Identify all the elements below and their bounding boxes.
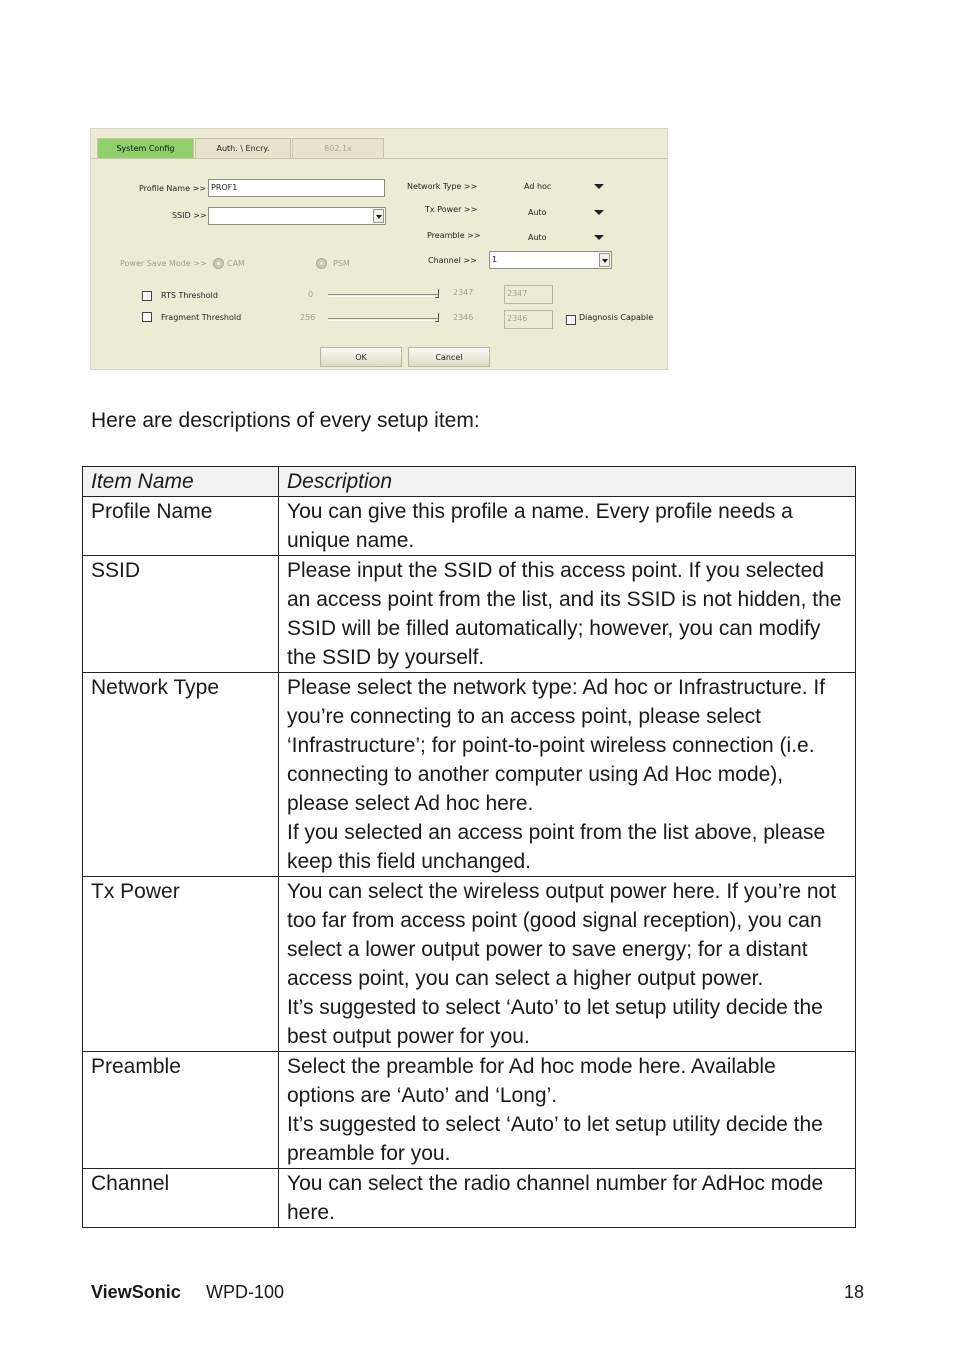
channel-label: Channel >> [428,256,477,265]
diagnosis-capable-checkbox[interactable] [566,315,576,325]
table-row [83,556,856,673]
item-name-cell: Tx Power [83,877,279,1052]
cancel-button[interactable]: Cancel [408,347,490,367]
preamble-label: Preamble >> [427,231,481,240]
rts-value-input[interactable]: 2347 [504,285,553,304]
column-header-item-name: Item Name [83,467,279,497]
description-paragraph: You can select the wireless output power here. If you’re not too far from access point (good signal reception), you can select a lower output power to save energy; for a distant access point, you can select a higher output power. [287,880,837,990]
fragment-threshold-label: Fragment Threshold [161,313,242,322]
rts-slider-handle[interactable] [435,289,439,298]
item-name-cell: Network Type [83,673,279,877]
power-save-label: Power Save Mode >> [120,259,207,268]
table-row [83,1052,856,1169]
chevron-down-icon[interactable] [373,209,384,223]
chevron-down-icon[interactable] [594,184,604,189]
power-save-cam-label: CAM [227,259,245,268]
network-type-value[interactable]: Ad hoc [524,182,552,191]
description-cell [279,877,856,1052]
preamble-value[interactable]: Auto [528,233,547,242]
tab-system-config[interactable]: System Config [97,138,194,158]
table-header-row [83,467,856,497]
description-table [82,466,856,1228]
table-row [83,497,856,556]
rts-slider-track[interactable] [328,294,438,297]
description-cell [279,1052,856,1169]
description-paragraph: You can select the radio channel number for AdHoc mode here. [287,1172,824,1224]
chevron-down-icon[interactable] [599,253,610,267]
profile-settings-dialog [90,128,668,370]
channel-select[interactable] [489,251,612,269]
description-cell [279,497,856,556]
column-header-description: Description [279,467,856,497]
frag-slider-handle[interactable] [435,313,439,322]
profile-name-input[interactable]: PROF1 [208,179,385,197]
network-type-label: Network Type >> [407,182,478,191]
item-name-cell: SSID [83,556,279,673]
radio-icon[interactable] [316,258,327,269]
rts-threshold-checkbox[interactable] [142,291,152,301]
profile-name-label: Profile Name >> [139,184,206,193]
fragment-threshold-checkbox[interactable] [142,312,152,322]
description-paragraph: It’s suggested to select ‘Auto’ to let setup utility decide the preamble for you. [287,1113,823,1165]
rts-min-label: 0 [308,290,314,299]
ok-button[interactable]: OK [320,347,402,367]
table-row [83,673,856,877]
diagnosis-capable-label: Diagnosis Capable [579,313,654,322]
frag-min-label: 256 [300,313,316,322]
description-paragraph: It’s suggested to select ‘Auto’ to let setup utility decide the best output power for you. [287,996,823,1048]
power-save-psm-label: PSM [333,259,350,268]
page-number: 18 [843,1282,864,1302]
tab-auth-encry[interactable]: Auth. \ Encry. [195,138,291,158]
table-row [83,1169,856,1228]
item-name-cell: Preamble [83,1052,279,1169]
description-cell [279,1169,856,1228]
description-paragraph: Select the preamble for Ad hoc mode here. Available options are ‘Auto’ and ‘Long’. [287,1055,776,1107]
ssid-select[interactable] [208,207,386,225]
description-cell [279,673,856,877]
frag-max-label: 2346 [453,313,474,322]
rts-threshold-label: RTS Threshold [161,291,218,300]
description-cell [279,556,856,673]
description-paragraph: Please input the SSID of this access point. If you selected an access point from the list, and its SSID is not hidden, the SSID will be filled automatically; however, you can modify the SSID by yourself. [287,559,842,669]
footer-brand: ViewSonic [91,1282,181,1302]
description-paragraph: If you selected an access point from the list above, please keep this field unchanged. [287,821,826,873]
footer-model: WPD-100 [206,1282,285,1302]
chevron-down-icon[interactable] [594,235,604,240]
description-paragraph: Please select the network type: Ad hoc or Infrastructure. If you’re connecting to an access point, please select ‘Infrastructure’; for point-to-point wireless connection (i.e. connecting to another computer using Ad Hoc mode), please select Ad hoc here. [287,676,826,815]
item-name-cell: Profile Name [83,497,279,556]
ssid-label: SSID >> [172,211,207,220]
tab-bar [91,129,667,159]
item-name-cell: Channel [83,1169,279,1228]
radio-icon[interactable] [213,258,224,269]
channel-value: 1 [492,255,498,264]
frag-slider-track[interactable] [328,318,438,321]
description-paragraph: You can give this profile a name. Every profile needs a unique name. [287,500,793,552]
tx-power-label: Tx Power >> [425,205,478,214]
table-row [83,877,856,1052]
rts-max-label: 2347 [453,288,474,297]
frag-value-input[interactable]: 2346 [504,310,553,329]
intro-text: Here are descriptions of every setup item: [91,409,480,432]
chevron-down-icon[interactable] [594,210,604,215]
tx-power-value[interactable]: Auto [528,208,547,217]
tab-8021x[interactable]: 802.1x [292,138,384,158]
